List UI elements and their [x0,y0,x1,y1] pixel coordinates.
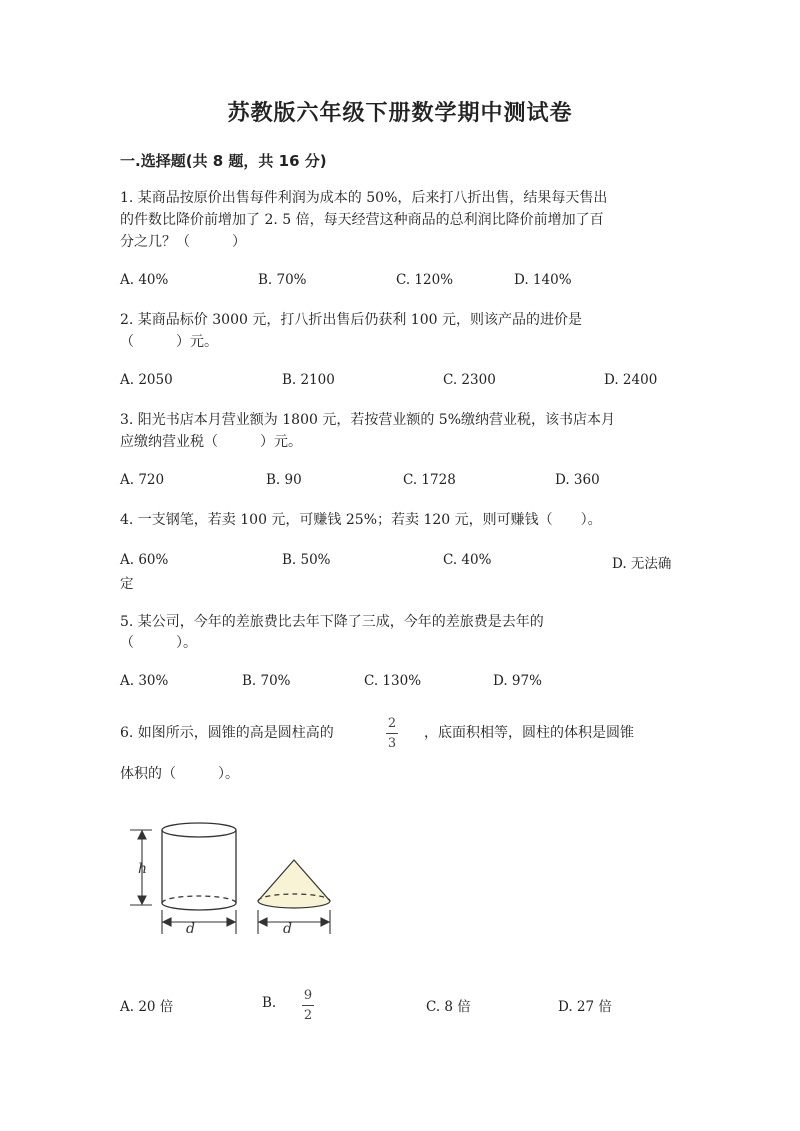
cylinder-shape [162,823,236,910]
option-b[interactable]: B. 90 [266,472,302,488]
section-heading: 一.选择题(共 8 题，共 16 分) [120,152,327,170]
page-title: 苏教版六年级下册数学期中测试卷 [227,101,573,126]
option-a[interactable]: A. 2050 [120,372,173,388]
question-text: 分之几？（ ） [120,234,246,250]
question-text: ，底面积相等，圆柱的体积是圆锥 [424,725,634,741]
option-a[interactable]: A. 60% [120,552,169,568]
cone-diameter-label: d [283,921,292,937]
cone-shape [258,860,330,908]
option-a[interactable]: A. 30% [120,673,169,689]
option-d[interactable]: D. 97% [493,673,542,689]
question-text: 3. 阳光书店本月营业额为 1800 元，若按营业额的 5%缴纳营业税，该书店本月 [120,412,615,428]
option-d[interactable]: D. 27 倍 [558,999,612,1015]
question-text: 5. 某公司，今年的差旅费比去年下降了三成，今年的差旅费是去年的 [120,614,544,630]
height-label: h [138,861,148,877]
option-d[interactable]: D. 无法确 [612,556,672,572]
option-d[interactable]: D. 360 [555,472,600,488]
question-text: 1. 某商品按原价出售每件利润为成本的 50%，后来打八折出售，结果每天售出 [120,190,608,206]
option-c[interactable]: C. 8 倍 [426,999,471,1015]
option-b[interactable]: B. 70% [242,673,291,689]
fraction-denominator: 2 [303,1008,313,1023]
option-d[interactable]: D. 140% [514,272,572,288]
question-text: 2. 某商品标价 3000 元，打八折出售后仍获利 100 元，则该产品的进价是 [120,312,582,328]
option-c[interactable]: C. 2300 [443,372,496,388]
option-a[interactable]: A. 20 倍 [120,999,174,1015]
question-text: 4. 一支钢笔，若卖 100 元，可赚钱 25%；若卖 120 元，则可赚钱（ ）。 [120,512,602,528]
fraction-bar [302,1005,314,1006]
fraction-bar [386,733,398,734]
option-a[interactable]: A. 720 [120,472,165,488]
option-b[interactable]: B. 2100 [282,372,335,388]
question-text: 体积的（ ）。 [120,766,239,782]
fraction-numerator: 9 [303,988,313,1003]
cylinder-diameter-dimension [162,910,236,934]
question-text: 6. 如图所示，圆锥的高是圆柱高的 [120,725,334,741]
question-text: 应缴纳营业税（ ）元。 [120,434,302,450]
question-text: （ ）元。 [120,334,218,350]
option-c[interactable]: C. 120% [396,272,454,288]
fraction-numerator: 2 [387,716,397,731]
option-d[interactable]: D. 2400 [604,372,658,388]
fraction-nine-halves [302,988,314,1023]
question-text: （ ）。 [120,635,197,651]
option-a[interactable]: A. 40% [120,272,169,288]
option-c[interactable]: C. 130% [364,673,422,689]
cone-diameter-dimension [258,910,330,934]
cylinder-diameter-label: d [186,921,195,937]
option-b[interactable]: B. 70% [258,272,307,288]
option-b[interactable]: B. [262,995,277,1011]
option-b[interactable]: B. 50% [282,552,331,568]
fraction-two-thirds [386,716,398,751]
question-text: 的件数比降价前增加了 2. 5 倍，每天经营这种商品的总利润比降价前增加了百 [120,212,604,228]
option-c[interactable]: C. 40% [443,552,492,568]
cylinder-cone-figure [126,818,346,940]
option-d-wrap: 定 [120,576,134,592]
option-c[interactable]: C. 1728 [403,472,456,488]
fraction-denominator: 3 [387,736,397,751]
